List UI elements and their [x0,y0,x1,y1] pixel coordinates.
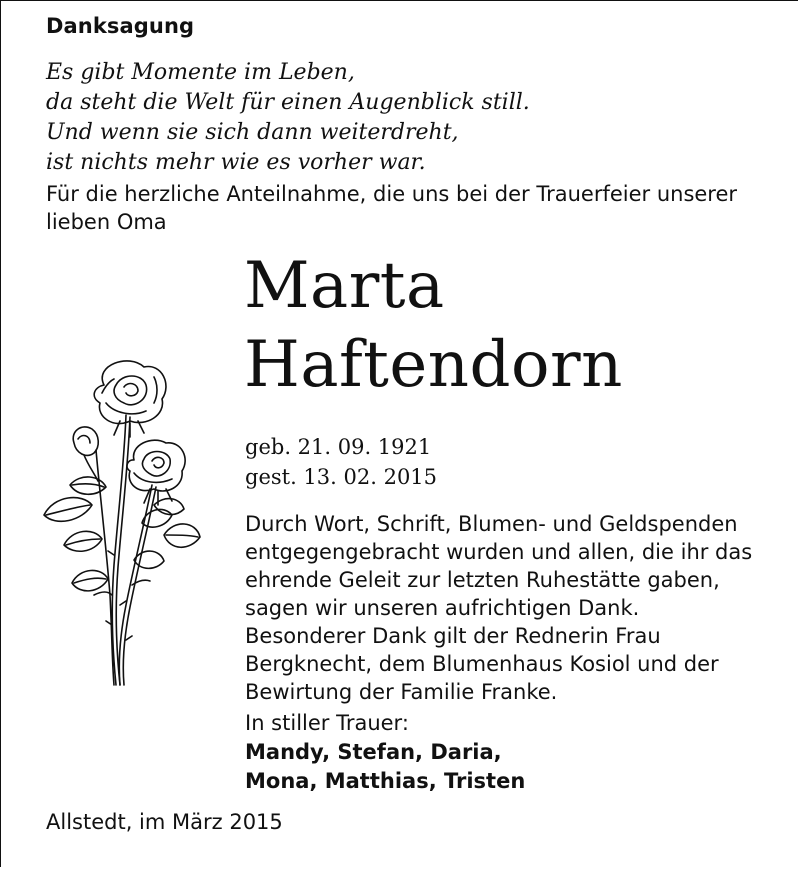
thanks-line: Bergknecht, dem Blumenhaus Kosiol und der [245,652,719,676]
mourning-label: In stiller Trauer: [245,711,409,735]
thanks-line: Durch Wort, Schrift, Blumen- und Geldspenden [245,512,738,536]
intro-text: Für die herzliche Anteilnahme, die uns bei der Trauerfeier unserer lieben Oma [46,182,738,234]
heading-danksagung: Danksagung [46,14,195,38]
poem [46,58,530,178]
thanks-line: ehrende Geleit zur letzten Ruhestätte gaben, [245,568,720,592]
thanks-line: Bewirtung der Familie Franke. [245,680,558,704]
rose-illustration-icon [34,355,214,695]
death-date: gest. 13. 02. 2015 [245,465,438,489]
poem-line: Es gibt Momente im Leben, [46,60,355,85]
thanks-line: entgegengebracht wurden und allen, die ihr das [245,540,753,564]
mourner-names-line: Mona, Matthias, Tristen [245,769,526,793]
poem-line: da steht die Welt für einen Augenblick still. [46,90,530,115]
deceased-last-name: Haftendorn [244,328,623,402]
poem-line: ist nichts mehr wie es vorher war. [46,150,426,175]
thanks-line: Besonderer Dank gilt der Rednerin Frau [245,624,661,648]
deceased-name [244,247,623,405]
thanks-line: sagen wir unseren aufrichtigen Dank. [245,596,640,620]
poem-line: Und wenn sie sich dann weiterdreht, [46,120,459,145]
thanks-text [245,510,795,706]
birth-date: geb. 21. 09. 1921 [245,435,432,459]
deceased-first-name: Marta [244,249,445,323]
mourner-names-line: Mandy, Stefan, Daria, [245,740,502,764]
place-and-date: Allstedt, im März 2015 [46,810,283,834]
mourning-block [245,709,525,796]
life-dates [245,432,437,492]
